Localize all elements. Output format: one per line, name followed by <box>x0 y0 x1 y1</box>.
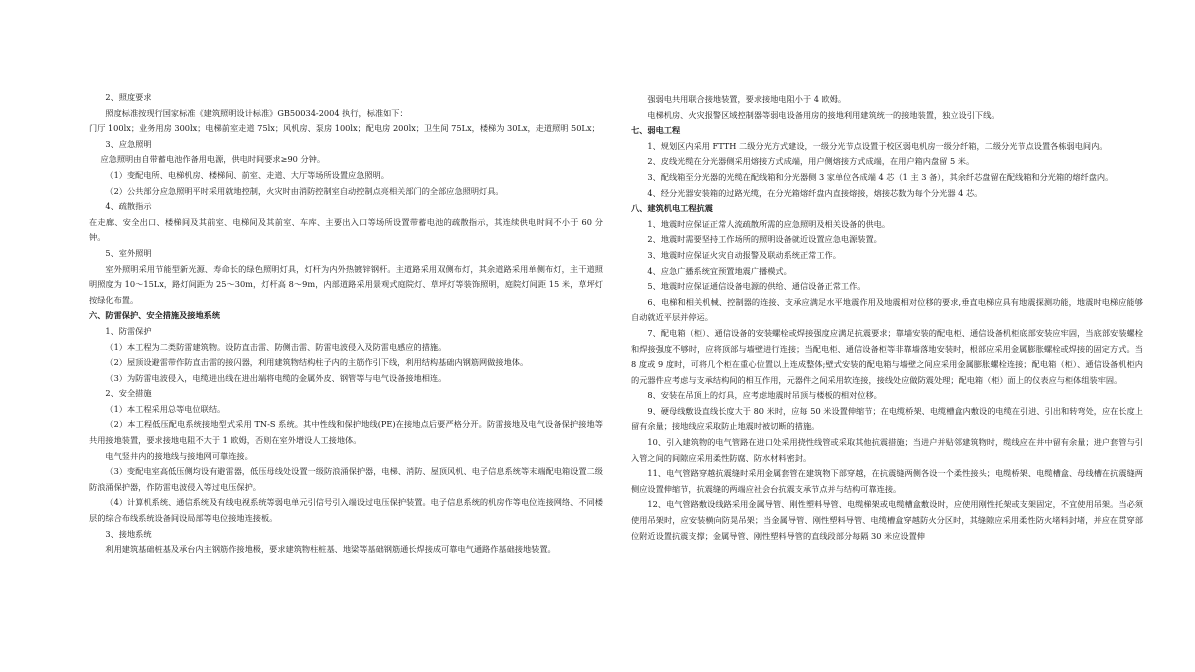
paragraph: 照度标准按现行国家标准《建筑照明设计标准》GB50034-2004 执行，标准如下： <box>105 107 408 118</box>
paragraph: 1、防雷保护 <box>105 325 152 336</box>
paragraph: 电气竖井内的接地线与接地网可靠连接。 <box>105 450 253 461</box>
section-heading: 八、建筑机电工程抗震 <box>631 203 713 214</box>
paragraph: 5、室外照明 <box>105 247 152 258</box>
paragraph: 1、规划区内采用 FTTH 二级分光方式建设，一级分光节点设置于校区弱电机房一级分纤箱，二级分光节点设置各栋弱电间内。 <box>647 140 1108 151</box>
paragraph: 7、配电箱（柜）、通信设备的安装螺栓或焊接强度应满足抗震要求；靠墙安装的配电柜、通信设备机柜底部安装应牢固，当底部安装螺栓和焊接强度不够时，应将顶部与墙壁进行连接；当配电柜、通信设备柜等非靠墙落地安装时，根部应采用金属膨胀螺栓或焊接的固定方式。当 8 度或 9 度时，可将几个柜在重心位置以上连成整体;壁式安装的配电箱与墙壁之间应采用金属膨胀螺栓连接；配电箱（柜）、通信设备机柜内的元器件应考虑与支承结构间的相互作用，元器件之间采用软连接，接线处应做防震处理；配电箱（柜）面上的仪表应与柜体组装牢固。 <box>631 327 1143 385</box>
paragraph: 3、应急照明 <box>105 138 152 149</box>
paragraph: （2）公共部分应急照明平时采用就地控制，火灾时由消防控制室自动控制点亮相关部门的全部应急照明灯具。 <box>105 185 504 196</box>
paragraph: 5、地震时应保证通信设备电源的供给、通信设备正常工作。 <box>647 281 866 292</box>
paragraph: 4、疏散指示 <box>105 201 152 212</box>
paragraph: 2、皮线光缆在分光器侧采用熔接方式成端，用户侧熔接方式成端，在用户箱内盘留 5 米。 <box>647 156 975 167</box>
paragraph: 3、接地系统 <box>105 528 152 539</box>
paragraph: 2、安全措施 <box>105 388 152 399</box>
paragraph: （1）变配电所、电梯机房、楼梯间、前室、走道、大厅等场所设置应急照明。 <box>105 169 389 180</box>
paragraph: 2、地震时需要坚持工作场所的照明设备就近设置应急电源装置。 <box>647 234 882 245</box>
paragraph: 门厅 100lx；业务用房 300lx；电梯前室走道 75lx；风机房、泵房 100lx；配电房 200lx；卫生间 75Lx，楼梯为 30Lx，走道照明 50Lx； <box>89 123 600 134</box>
paragraph: 8、安装在吊顶上的灯具，应考虑地震时吊顶与楼板的相对位移。 <box>647 390 882 401</box>
paragraph: 11、电气管路穿越抗震缝时采用金属套管在建筑物下部穿越，在抗震缝两侧各设一个柔性接头；电缆桥架、电缆槽盒、母线槽在抗震缝两侧应设置伸缩节，抗震缝的两端应社会台抗震支承节点并与结构可靠连接。 <box>631 468 1143 494</box>
paragraph: （4）计算机系统、通信系统及有线电视系统等弱电单元引信号引入端设过电压保护装置。电子信息系统的机房作等电位连接网络、不同楼层的综合布线系统设备间设局部等电位接地连接板。 <box>89 497 603 524</box>
paragraph: 6、电梯和相关机械、控制器的连接、支承应满足水平地震作用及地震相对位移的要求,垂直电梯应具有地震探测功能，地震时电梯应能够自动就近平层并停运。 <box>631 296 1143 323</box>
paragraph: 1、地震时应保证正常人流疏散所需的应急照明及相关设备的供电。 <box>647 218 891 229</box>
paragraph: 10、引入建筑物的电气管路在进口处采用挠性线管或采取其他抗震措施；当进户并贴邻建筑物时，缆线应在井中留有余量；进户套管与引入管之间的间隙应采用柔性防腐、防水材料密封。 <box>631 437 1143 463</box>
paragraph: 3、地震时应保证火灾自动报警及联动系统正常工作。 <box>647 249 841 260</box>
left-column <box>89 90 603 558</box>
paragraph: 2、照度要求 <box>105 92 152 102</box>
paragraph: （2）屋顶设避雷带作防直击雷的接闪器，利用建筑物结构柱子内的主筋作引下线，利用结构基础内钢筋网做接地体。 <box>105 357 529 368</box>
paragraph: 强弱电共用联合接地装置，要求接地电阻小于 4 欧姆。 <box>647 94 847 104</box>
paragraph: 利用建筑基础桩基及承台内主钢筋作接地极，要求建筑物柱桩基、地梁等基础钢筋通长焊接成可靠电气通路作基础接地装置。 <box>105 544 556 555</box>
paragraph: 4、经分光器安装箱的过路光缆，在分光箱熔纤盘内直接熔接，熔接芯数为每个分光器 4 芯。 <box>647 187 983 198</box>
paragraph: 12、电气管路敷设线路采用金属导管、刚性塑料导管、电缆梯架或电缆槽盒敷设时，应使用刚性托架或支架固定，不宜使用吊架。当必须使用吊架时，应安装横向防晃吊架；当金属导管、刚性塑料导管、电缆槽盒穿越防火分区时，其缝隙应采用柔性防火堵料封堵，并应在贯穿部位附近设置抗震支撑；金属导管、刚性塑料导管的直线段部分每隔 30 米应设置伸 <box>631 499 1143 541</box>
section-heading: 六、防雷保护、安全措施及接地系统 <box>89 310 221 321</box>
paragraph: （1）本工程采用总等电位联结。 <box>105 403 226 414</box>
paragraph: 应急照明由自带蓄电池作备用电源，供电时间要求≥90 分钟。 <box>100 154 326 165</box>
right-column <box>631 92 1143 544</box>
paragraph: 9、硬母线敷设直线长度大于 80 米时，应每 50 米设置伸缩节；在电缆桥架、电缆槽盒内敷设的电缆在引进、引出和转弯处，应在长度上留有余量；接地线应采取防止地震时被切断的措施。 <box>631 405 1143 432</box>
section-heading: 七、弱电工程 <box>631 125 681 136</box>
paragraph: （3）变配电室高低压侧均设有避雷器，低压母线处设置一级防浪涌保护器，电梯、消防、屋顶风机、电子信息系统等末端配电箱设置二级防浪涌保护器，作防雷电波侵入等过电压保护。 <box>89 466 603 492</box>
paragraph: （2）本工程低压配电系统接地型式采用 TN-S 系统。其中性线和保护地线(PE)在接地点后要严格分开。防雷接地及电气设备保护接地等共用接地装置，要求接地电阻不大于 1 欧姆，否则在室外增设人工接地体。 <box>89 419 603 446</box>
paragraph: 4、应急广播系统宜预置地震广播模式。 <box>647 265 792 276</box>
paragraph: 室外照明采用节能型新光源、寿命长的绿色照明灯具，灯杆为内外热镀锌钢杆。主道路采用双侧布灯，其余道路采用单侧布灯，主干道照明照度为 10～15Lx，路灯间距为 25～30m，灯杆高 8～9m，内部道路采用景观式庭院灯、草坪灯等装饰照明，庭院灯间距 15 米，草坪灯按绿化布置。 <box>89 263 603 305</box>
paragraph: 在走廊、安全出口、楼梯间及其前室、电梯间及其前室、车库、主要出入口等场所设置带蓄电池的疏散指示，其连续供电时间不小于 60 分钟。 <box>89 216 603 243</box>
paragraph: 电梯机房、火灾报警区域控制器等弱电设备用房的接地利用建筑统一的接地装置，独立设引下线。 <box>647 109 1000 120</box>
paragraph: （3）为防雷电波侵入，电缆进出线在进出端将电缆的金属外皮、钢管等与电气设备接地相连。 <box>105 372 447 383</box>
paragraph: 3、配线箱至分光器的光缆在配线箱和分光器侧 3 家单位各成端 4 芯（1 主 3 备），其余纤芯盘留在配线箱和分光箱的熔纤盘内。 <box>647 171 1114 182</box>
paragraph: （1）本工程为二类防雷建筑物。设防直击雷、防侧击雷、防雷电波侵入及防雷电感应的措施。 <box>105 341 447 352</box>
